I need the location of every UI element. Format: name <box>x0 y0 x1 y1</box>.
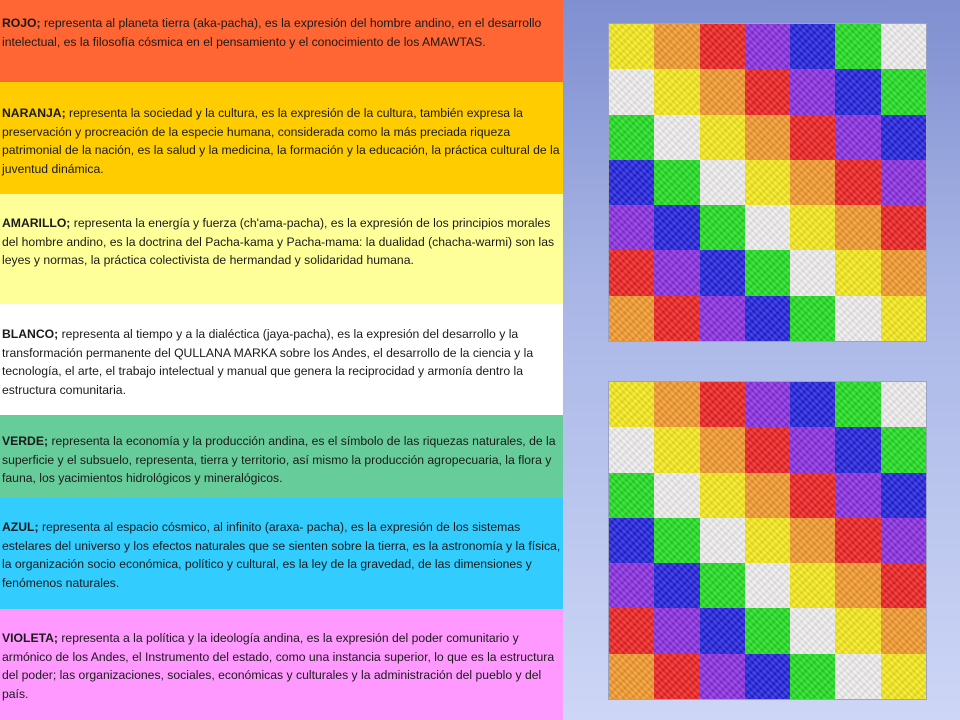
flag-cell <box>700 473 745 518</box>
section-violeta-text <box>2 629 561 703</box>
flag-cell <box>700 205 745 250</box>
flag-cell <box>881 608 926 653</box>
flag-cell <box>790 382 835 427</box>
flag-cell <box>700 563 745 608</box>
flag-cell <box>609 205 654 250</box>
section-violeta-body: representa a la política y la ideología andina, es la expresión del poder comunitario y armónico de los Andes, el Instrumento del estado, como una instancia superior, lo que es la estructura del poder; las organizaciones, sociales, económicas y culturales y la administración del pueblo y del país. <box>2 631 555 701</box>
section-azul-text <box>2 518 561 592</box>
flag-cell <box>835 250 880 295</box>
flag-cell <box>700 24 745 69</box>
flag-cell <box>745 205 790 250</box>
flag-cell <box>609 250 654 295</box>
flag-cell <box>790 654 835 699</box>
section-violeta-title: VIOLETA; <box>2 631 58 645</box>
section-blanco-body: representa al tiempo y a la dialéctica (jaya-pacha), es la expresión del desarrollo y la transformación permanente del QULLANA MARKA sobre los Andes, el desarrollo de la ciencia y la tecnología, el arte, el trabajo intelectual y manual que genera la reciprocidad y armonía dentro la estructura comunitaria. <box>2 327 534 397</box>
section-amarillo-body: representa la energía y fuerza (ch'ama-pacha), es la expresión de los principios morales del hombre andino, es la doctrina del Pacha-kama y Pacha-mama: la dualidad (chacha-warmi) son las leyes y normas, la práctica colectivista de hermandad y solidaridad humana. <box>2 216 555 267</box>
flag-cell <box>700 160 745 205</box>
flag-cell <box>609 382 654 427</box>
flag-cell <box>745 427 790 472</box>
flag-cell <box>745 250 790 295</box>
flag-cell <box>881 382 926 427</box>
flag-cell <box>835 115 880 160</box>
flag-cell <box>609 69 654 114</box>
flag-cell <box>881 115 926 160</box>
section-blanco-text <box>2 325 561 399</box>
flag-cell <box>745 296 790 341</box>
flag-cell <box>881 24 926 69</box>
flag-cell <box>835 160 880 205</box>
flag-cell <box>700 608 745 653</box>
section-naranja-body: representa la sociedad y la cultura, es la expresión de la cultura, también expresa la preservación y procreación de la especie humana, considerada como la más preciada riqueza patrimonial de la nación, es la salud y la medicina, la formación y la educación, la práctica cultural de la juventud dinámica. <box>2 106 560 176</box>
flag-cell <box>881 296 926 341</box>
flag-cell <box>654 608 699 653</box>
flag-cell <box>790 563 835 608</box>
section-rojo-body: representa al planeta tierra (aka-pacha), es la expresión del hombre andino, en el desarrollo intelectual, es la filosofía cósmica en el pensamiento y el conocimiento de los AMAWTAS. <box>2 16 542 49</box>
section-verde-body: representa la economía y la producción andina, es el símbolo de las riquezas naturales, de la superficie y el subsuelo, representa, tierra y territorio, así mismo la producción agropecuaria, la flora y fauna, los yacimientos hidrológicos y mineralógicos. <box>2 434 556 485</box>
flag-cell <box>835 563 880 608</box>
flag-cell <box>881 69 926 114</box>
flag-cell <box>835 654 880 699</box>
flag-cell <box>609 608 654 653</box>
flag-cell <box>700 69 745 114</box>
flag-cell <box>609 518 654 563</box>
section-blanco <box>0 304 563 415</box>
flag-cell <box>654 382 699 427</box>
flag-cell <box>881 250 926 295</box>
flag-cell <box>654 518 699 563</box>
flag-cell <box>745 24 790 69</box>
flag-cell <box>835 69 880 114</box>
flag-cell <box>881 473 926 518</box>
flag-cell <box>700 382 745 427</box>
flag-cell <box>881 654 926 699</box>
section-rojo-text <box>2 14 561 51</box>
flag-cell <box>881 563 926 608</box>
flag-cell <box>609 427 654 472</box>
section-violeta <box>0 609 563 720</box>
flag-cell <box>835 382 880 427</box>
flag-cell <box>790 427 835 472</box>
flag-cell <box>835 205 880 250</box>
flag-cell <box>609 563 654 608</box>
flag-cell <box>790 250 835 295</box>
flag-cell <box>835 518 880 563</box>
flag-cell <box>700 296 745 341</box>
flag-cell <box>609 473 654 518</box>
flag-cell <box>654 205 699 250</box>
flag-cell <box>790 518 835 563</box>
flag-cell <box>654 296 699 341</box>
flag-cell <box>790 473 835 518</box>
flag-cell <box>609 654 654 699</box>
section-naranja-text <box>2 104 561 178</box>
flag-cell <box>700 427 745 472</box>
flag-cell <box>700 518 745 563</box>
section-naranja <box>0 82 563 194</box>
flag-cell <box>745 608 790 653</box>
flag-cell <box>654 69 699 114</box>
flag-cell <box>790 608 835 653</box>
flag-cell <box>835 24 880 69</box>
section-rojo <box>0 0 563 82</box>
flag-cell <box>745 160 790 205</box>
flag-cell <box>835 473 880 518</box>
flag-cell <box>790 205 835 250</box>
wiphala-flag-bottom <box>608 381 927 700</box>
flag-cell <box>654 473 699 518</box>
section-azul <box>0 498 563 609</box>
flag-cell <box>609 24 654 69</box>
flag-cell <box>881 427 926 472</box>
flag-cell <box>745 69 790 114</box>
flag-cell <box>654 160 699 205</box>
flag-cell <box>790 24 835 69</box>
section-naranja-title: NARANJA; <box>2 106 66 120</box>
flag-cell <box>881 160 926 205</box>
flag-cell <box>881 518 926 563</box>
wiphala-flag-top <box>608 23 927 342</box>
flag-cell <box>700 250 745 295</box>
section-amarillo-title: AMARILLO; <box>2 216 71 230</box>
section-amarillo <box>0 194 563 304</box>
flag-cell <box>745 473 790 518</box>
section-rojo-title: ROJO; <box>2 16 41 30</box>
section-verde <box>0 415 563 498</box>
flag-cell <box>609 296 654 341</box>
flag-cell <box>790 69 835 114</box>
section-azul-body: representa al espacio cósmico, al infinito (araxa- pacha), es la expresión de los sistemas estelares del universo y los efectos naturales que se sienten sobre la tierra, es la astronomía y la física, la organización socio económica, político y cultural, es la ley de la gravedad, de las dimensiones y fenómenos naturales. <box>2 520 561 590</box>
flag-cell <box>835 296 880 341</box>
section-azul-title: AZUL; <box>2 520 39 534</box>
section-blanco-title: BLANCO; <box>2 327 59 341</box>
flag-cell <box>835 608 880 653</box>
flag-cell <box>790 160 835 205</box>
flag-cell <box>835 427 880 472</box>
flag-cell <box>609 115 654 160</box>
flag-cell <box>654 250 699 295</box>
section-verde-text <box>2 432 561 488</box>
flag-cell <box>745 563 790 608</box>
flag-cell <box>654 24 699 69</box>
flag-cell <box>881 205 926 250</box>
flag-cell <box>745 382 790 427</box>
flag-cell <box>745 518 790 563</box>
flag-cell <box>609 160 654 205</box>
flag-cell <box>700 654 745 699</box>
flag-cell <box>654 563 699 608</box>
flag-cell <box>745 115 790 160</box>
flag-panel <box>563 0 960 720</box>
flag-cell <box>654 427 699 472</box>
flag-cell <box>654 654 699 699</box>
section-verde-title: VERDE; <box>2 434 49 448</box>
flag-cell <box>654 115 699 160</box>
flag-cell <box>790 115 835 160</box>
flag-cell <box>700 115 745 160</box>
flag-cell <box>745 654 790 699</box>
flag-cell <box>790 296 835 341</box>
section-amarillo-text <box>2 214 561 270</box>
